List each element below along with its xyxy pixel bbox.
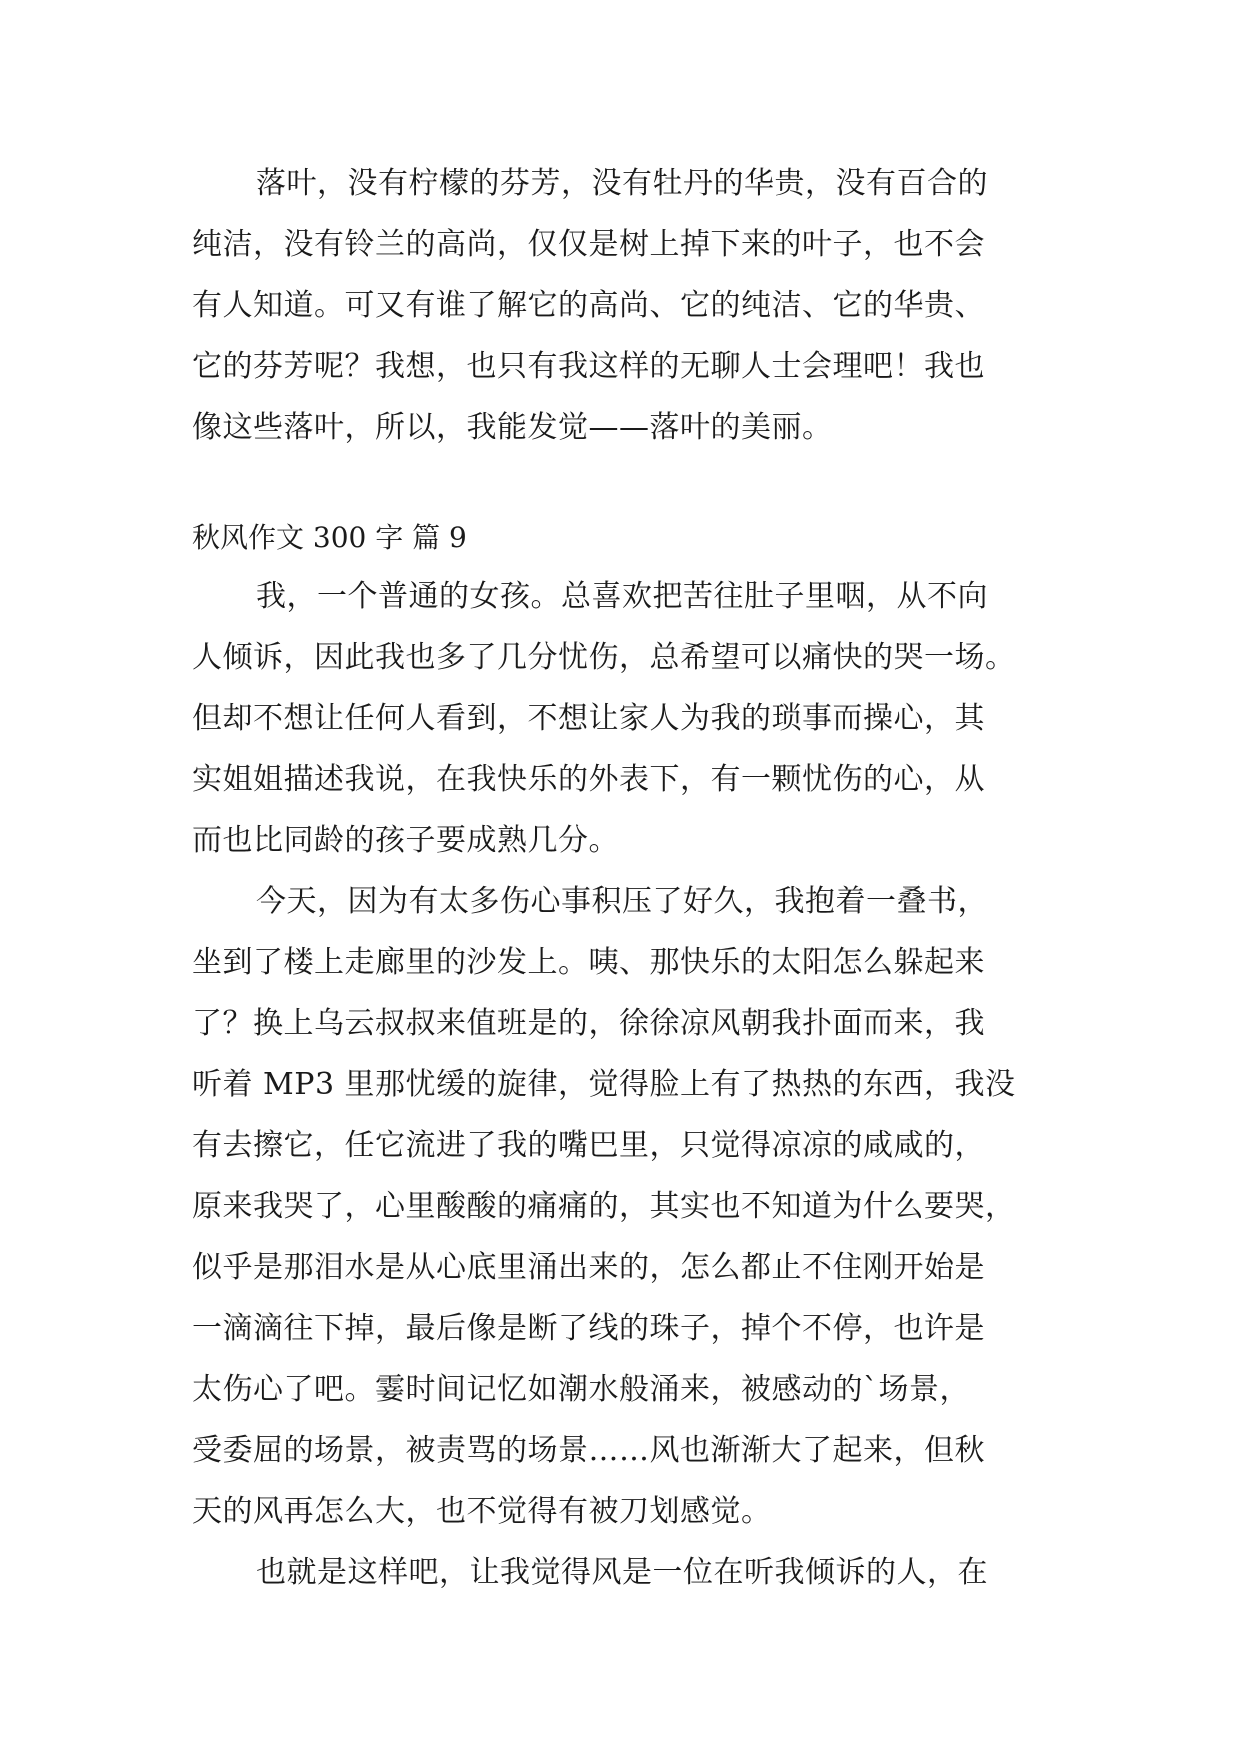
text-line: 人倾诉，因此我也多了几分忧伤，总希望可以痛快的哭一场。 [192, 640, 1016, 675]
text-line: 落叶，没有柠檬的芬芳，没有牡丹的华贵，没有百合的 [256, 166, 988, 201]
text-line: 我，一个普通的女孩。总喜欢把苦往肚子里咽，从不向 [256, 579, 988, 614]
text-line: 似乎是那泪水是从心底里涌出来的，怎么都止不住刚开始是 [192, 1250, 985, 1285]
text-line: 而也比同龄的孩子要成熟几分。 [192, 823, 619, 858]
text-line: 有人知道。可又有谁了解它的高尚、它的纯洁、它的华贵、 [192, 288, 985, 323]
paragraph-fallen-leaves [192, 153, 1062, 458]
text-line: 一滴滴往下掉，最后像是断了线的珠子，掉个不停，也许是 [192, 1311, 985, 1346]
paragraph-wind-listener [192, 1542, 1062, 1603]
text-line: 天的风再怎么大，也不觉得有被刀划感觉。 [192, 1494, 772, 1529]
text-line: 纯洁，没有铃兰的高尚，仅仅是树上掉下来的叶子，也不会 [192, 227, 985, 262]
text-line: 原来我哭了，心里酸酸的痛痛的，其实也不知道为什么要哭， [192, 1189, 1016, 1224]
text-line: 受委屈的场景，被责骂的场景……风也渐渐大了起来，但秋 [192, 1433, 985, 1468]
text-line: 了？换上乌云叔叔来值班是的，徐徐凉风朝我扑面而来，我 [192, 1006, 985, 1041]
paragraph-today [192, 871, 1062, 1542]
text-line: 但却不想让任何人看到，不想让家人为我的琐事而操心，其 [192, 701, 985, 736]
text-line: 太伤心了吧。霎时间记忆如潮水般涌来，被感动的`场景， [192, 1372, 970, 1407]
text-line: 实姐姐描述我说，在我快乐的外表下，有一颗忧伤的心，从 [192, 762, 985, 797]
paragraph-ordinary-girl [192, 566, 1062, 871]
text-line: 有去擦它，任它流进了我的嘴巴里，只觉得凉凉的咸咸的， [192, 1128, 985, 1163]
text-line: 今天，因为有太多伤心事积压了好久，我抱着一叠书， [256, 884, 988, 919]
text-line: 听着 MP3 里那忧缓的旋律，觉得脸上有了热热的东西，我没 [192, 1067, 1016, 1102]
text-line: 也就是这样吧，让我觉得风是一位在听我倾诉的人，在 [256, 1555, 988, 1590]
text-line: 像这些落叶，所以，我能发觉——落叶的美丽。 [192, 410, 833, 445]
text-line: 它的芬芳呢？我想，也只有我这样的无聊人士会理吧！我也 [192, 349, 985, 384]
text-line: 坐到了楼上走廊里的沙发上。咦、那快乐的太阳怎么躲起来 [192, 945, 985, 980]
section-heading: 秋风作文 300 字 篇 9 [192, 521, 467, 554]
